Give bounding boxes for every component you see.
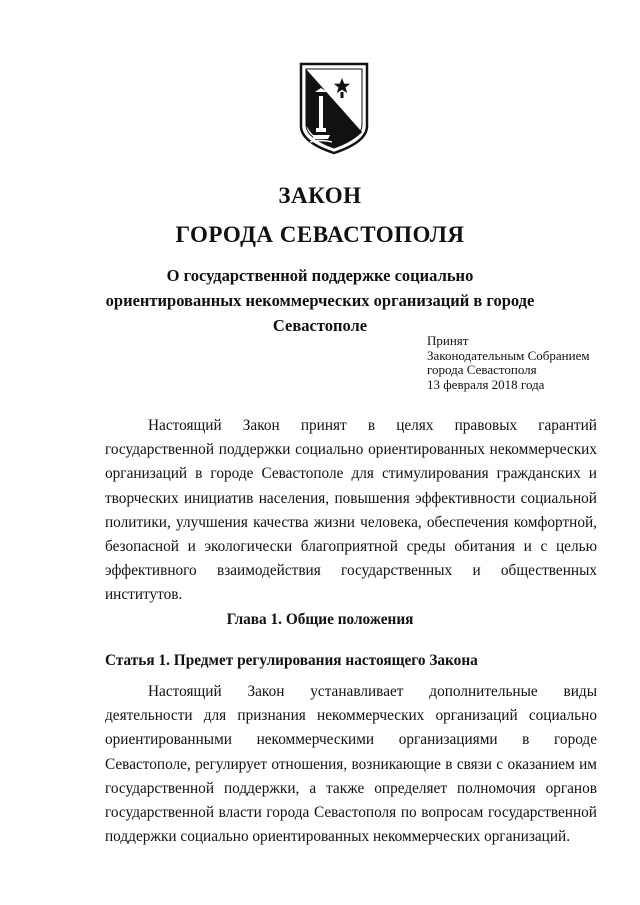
preamble-paragraph: Настоящий Закон принят в целях правовых гарантий государственной поддержки социально ориентированных некоммерческих организаций в городе Севастополе для стимулирования гражданских и творческих инициатив населения, повышения эффективности социальной политики, улучшения качества жизни человека, обеспечения комфортной, безопасной и экологически благоприятной среды обитания и с целью эффективного взаимодействия государственных и общественных институтов. bbox=[105, 417, 597, 604]
adoption-line: Принят bbox=[427, 333, 469, 348]
sevastopol-coat-of-arms-icon bbox=[298, 62, 370, 156]
law-issuer: ГОРОДА СЕВАСТОПОЛЯ bbox=[175, 222, 465, 247]
article-paragraph: Настоящий Закон устанавливает дополнительные виды деятельности для признания некоммерческих организаций социально ориентированными некоммерческими организациями в городе Севастополе, регулирует отношения, возникающие в связи с оказанием им государственной поддержки, а также определяет полномочия органов государственной власти города Севастополя по вопросам государственной поддержки социально ориентированных некоммерческих организаций. bbox=[105, 683, 597, 846]
adoption-date: 13 февраля 2018 года bbox=[427, 376, 545, 392]
article-heading: Статья 1. Предмет регулирования настоящего Закона bbox=[105, 652, 478, 669]
law-title: ЗАКОН bbox=[278, 183, 362, 208]
adoption-line: города Севастополя bbox=[427, 362, 537, 377]
law-subject: О государственной поддержке социально ориентированных некоммерческих организаций в городе Севастополе bbox=[105, 266, 535, 335]
chapter-heading: Глава 1. Общие положения bbox=[226, 611, 414, 628]
adoption-line: Законодательным Собранием bbox=[427, 347, 590, 363]
adoption-note bbox=[427, 334, 627, 392]
